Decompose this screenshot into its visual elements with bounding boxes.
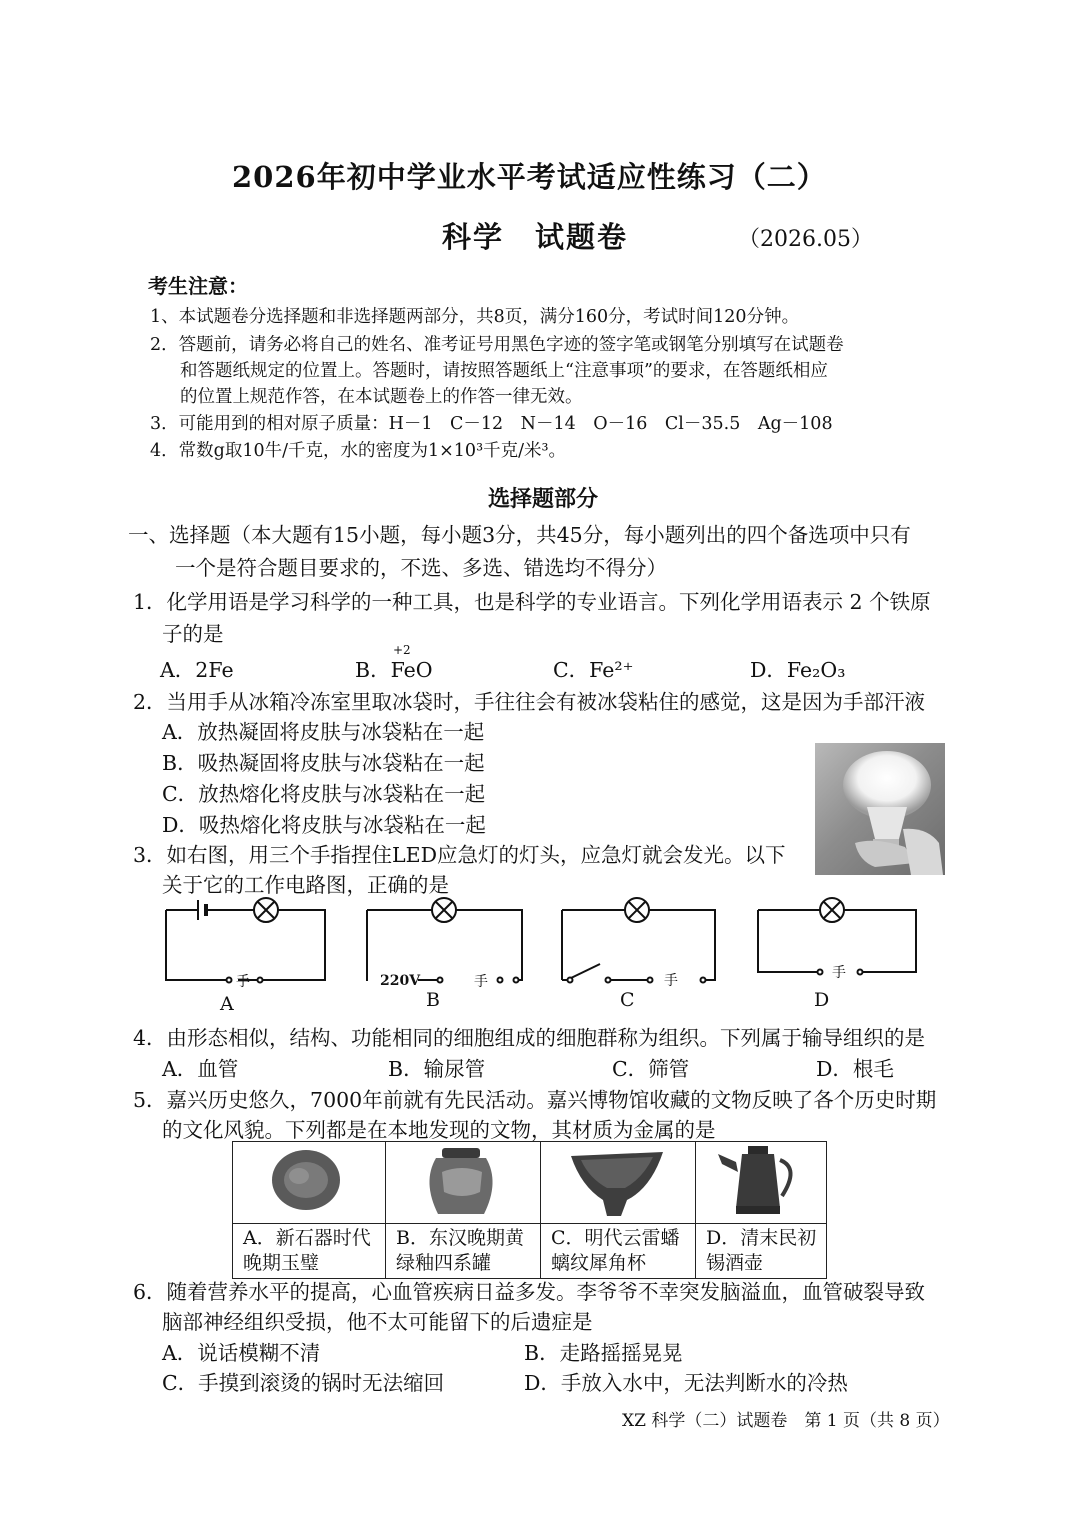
part1-instructions-cont: 一个是符合题目要求的，不选、多选、错选均不得分） bbox=[175, 556, 667, 580]
q6-option-c: C．手摸到滚烫的锅时无法缩回 bbox=[162, 1371, 445, 1395]
relic-d-caption: D．清末民初 锡酒壶 bbox=[696, 1224, 827, 1279]
circuit-a-label: A bbox=[220, 993, 234, 1015]
q4-stem: 4．由形态相似，结构、功能相同的细胞组成的细胞群称为组织。下列属于输导组织的是 bbox=[133, 1026, 926, 1050]
q5-stem: 5．嘉兴历史悠久，7000年前就有先民活动。嘉兴博物馆收藏的文物反映了各个历史时期 bbox=[133, 1088, 937, 1112]
circuit-a-hand: 手 bbox=[236, 974, 250, 990]
circuit-d bbox=[758, 898, 916, 975]
q1-option-b-valence: +2 bbox=[393, 643, 411, 657]
relic-a-image bbox=[233, 1142, 386, 1224]
q6-option-d: D．手放入水中，无法判断水的冷热 bbox=[524, 1371, 848, 1395]
q1-stem: 1．化学用语是学习科学的一种工具，也是科学的专业语言。下列化学用语表示 2 个铁原 bbox=[133, 590, 931, 614]
subject-title: 科学 试题卷 bbox=[442, 220, 629, 254]
circuit-d-hand: 手 bbox=[832, 965, 846, 981]
q1-stem-cont: 子的是 bbox=[162, 622, 224, 646]
relic-c-caption: C．明代云雷蟠 螭纹犀角杯 bbox=[541, 1224, 696, 1279]
notice-item-4: 4．常数g取10牛/千克，水的密度为1×10³千克/米³。 bbox=[150, 441, 566, 461]
section-title: 选择题部分 bbox=[488, 486, 599, 512]
q2-option-c: C．放热熔化将皮肤与冰袋粘在一起 bbox=[162, 782, 486, 806]
circuit-c bbox=[562, 898, 715, 983]
relic-c-image bbox=[541, 1142, 696, 1224]
q1-option-d: D．Fe₂O₃ bbox=[750, 658, 846, 682]
q2-option-a: A．放热凝固将皮肤与冰袋粘在一起 bbox=[162, 720, 485, 744]
q3-stem: 3．如右图，用三个手指捏住LED应急灯的灯头，应急灯就会发光。以下 bbox=[133, 843, 786, 867]
circuit-a bbox=[166, 898, 325, 983]
notice-heading: 考生注意： bbox=[148, 274, 248, 298]
circuit-c-hand: 手 bbox=[664, 973, 678, 989]
q5-stem-cont: 的文化风貌。下列都是在本地发现的文物，其材质为金属的是 bbox=[162, 1118, 716, 1142]
q2-stem: 2．当用手从冰箱冷冻室里取冰袋时，手往往会有被冰袋粘住的感觉，这是因为手部汗液 bbox=[133, 690, 926, 714]
circuit-b-label: B bbox=[426, 989, 440, 1011]
exam-date: （2026.05） bbox=[738, 227, 873, 252]
circuit-b-source: 220V bbox=[380, 973, 421, 989]
q4-option-d: D．根毛 bbox=[816, 1057, 894, 1081]
q2-option-d: D．吸热熔化将皮肤与冰袋粘在一起 bbox=[162, 813, 486, 837]
notice-item-1: 1、本试题卷分选择题和非选择题两部分，共8页，满分160分，考试时间120分钟。 bbox=[150, 307, 800, 327]
relic-a-caption: A．新石器时代 晚期玉璧 bbox=[233, 1224, 386, 1279]
notice-item-2-cont: 和答题纸规定的位置上。答题时，请按照答题纸上“注意事项”的要求，在答题纸相应 bbox=[180, 361, 828, 381]
relics-table bbox=[232, 1141, 827, 1279]
relic-b-caption: B．东汉晚期黄 绿釉四系罐 bbox=[386, 1224, 541, 1279]
q6-stem-cont: 脑部神经组织受损，他不太可能留下的后遗症是 bbox=[162, 1310, 593, 1334]
q2-option-b: B．吸热凝固将皮肤与冰袋粘在一起 bbox=[162, 751, 485, 775]
notice-item-3: 3．可能用到的相对原子质量：H－1 C－12 N－14 O－16 Cl－35.5 Ag－108 bbox=[150, 414, 833, 434]
relic-d-image bbox=[696, 1142, 827, 1224]
q1-option-b: B．FeO bbox=[355, 658, 433, 682]
notice-item-2: 2．答题前，请务必将自己的姓名、准考证号用黑色字迹的签字笔或钢笔分别填写在试题卷 bbox=[150, 335, 844, 355]
q4-option-c: C．筛管 bbox=[612, 1057, 690, 1081]
q6-stem: 6．随着营养水平的提高，心血管疾病日益多发。李爷爷不幸突发脑溢血，血管破裂导致 bbox=[133, 1280, 926, 1304]
q3-stem-cont: 关于它的工作电路图，正确的是 bbox=[162, 873, 449, 897]
circuit-c-label: C bbox=[620, 989, 635, 1011]
notice-item-2-cont2: 的位置上规范作答，在本试题卷上的作答一律无效。 bbox=[180, 387, 583, 407]
relic-b-image bbox=[386, 1142, 541, 1224]
q4-option-a: A．血管 bbox=[162, 1057, 239, 1081]
circuit-diagrams bbox=[150, 890, 930, 1020]
q6-option-b: B．走路摇摇晃晃 bbox=[524, 1341, 683, 1365]
led-lamp-photo bbox=[815, 743, 945, 875]
circuit-b-hand: 手 bbox=[474, 974, 488, 990]
q6-option-a: A．说话模糊不清 bbox=[162, 1341, 321, 1365]
circuit-d-label: D bbox=[814, 989, 830, 1011]
part1-instructions: 一、选择题（本大题有15小题，每小题3分，共45分，每小题列出的四个备选项中只有 bbox=[128, 523, 911, 547]
q1-option-a: A．2Fe bbox=[160, 658, 234, 682]
circuit-b bbox=[367, 898, 522, 983]
switch-lever bbox=[571, 964, 600, 978]
exam-title: 2026年初中学业水平考试适应性练习（二） bbox=[232, 160, 827, 194]
page-footer: XZ 科学（二）试题卷 第 1 页（共 8 页） bbox=[622, 1411, 950, 1431]
q4-option-b: B．输尿管 bbox=[388, 1057, 486, 1081]
q1-option-c: C．Fe²⁺ bbox=[553, 658, 634, 682]
